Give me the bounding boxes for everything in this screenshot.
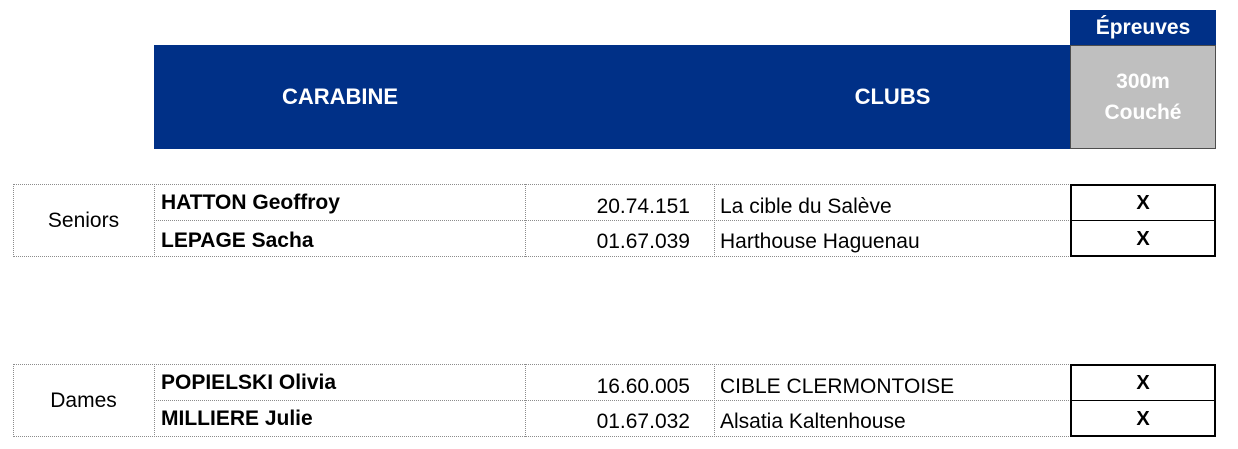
- license-number: 01.67.039: [596, 230, 690, 253]
- clubs-header: CLUBS: [854, 84, 931, 109]
- license-number: 20.74.151: [596, 195, 690, 218]
- category-cell: Dames: [13, 364, 155, 437]
- column-divider: [714, 364, 715, 437]
- license-number: 16.60.005: [596, 375, 690, 398]
- event-mark: X: [1136, 407, 1150, 430]
- shooter-name: HATTON Geoffroy: [161, 191, 340, 214]
- event-line-2: Couché: [1104, 101, 1182, 124]
- column-divider: [714, 184, 715, 257]
- shooter-name: MILLIERE Julie: [161, 407, 313, 430]
- club-name: Harthouse Haguenau: [720, 230, 920, 253]
- license-number: 01.67.032: [596, 410, 690, 433]
- club-name: La cible du Salève: [720, 195, 892, 218]
- event-line-1: 300m: [1116, 70, 1170, 93]
- event-mark: X: [1136, 227, 1150, 250]
- event-mark: X: [1136, 191, 1150, 214]
- epreuves-header: Épreuves: [1070, 10, 1216, 46]
- event-300m-couche-header: [1070, 45, 1216, 149]
- club-name: Alsatia Kaltenhouse: [720, 410, 906, 433]
- event-mark: X: [1136, 371, 1150, 394]
- shooter-name: LEPAGE Sacha: [161, 229, 314, 252]
- category-cell: Seniors: [13, 184, 155, 257]
- carabine-header: CARABINE: [281, 84, 399, 109]
- club-name: CIBLE CLERMONTOISE: [720, 375, 955, 398]
- shooter-name: POPIELSKI Olivia: [161, 371, 337, 394]
